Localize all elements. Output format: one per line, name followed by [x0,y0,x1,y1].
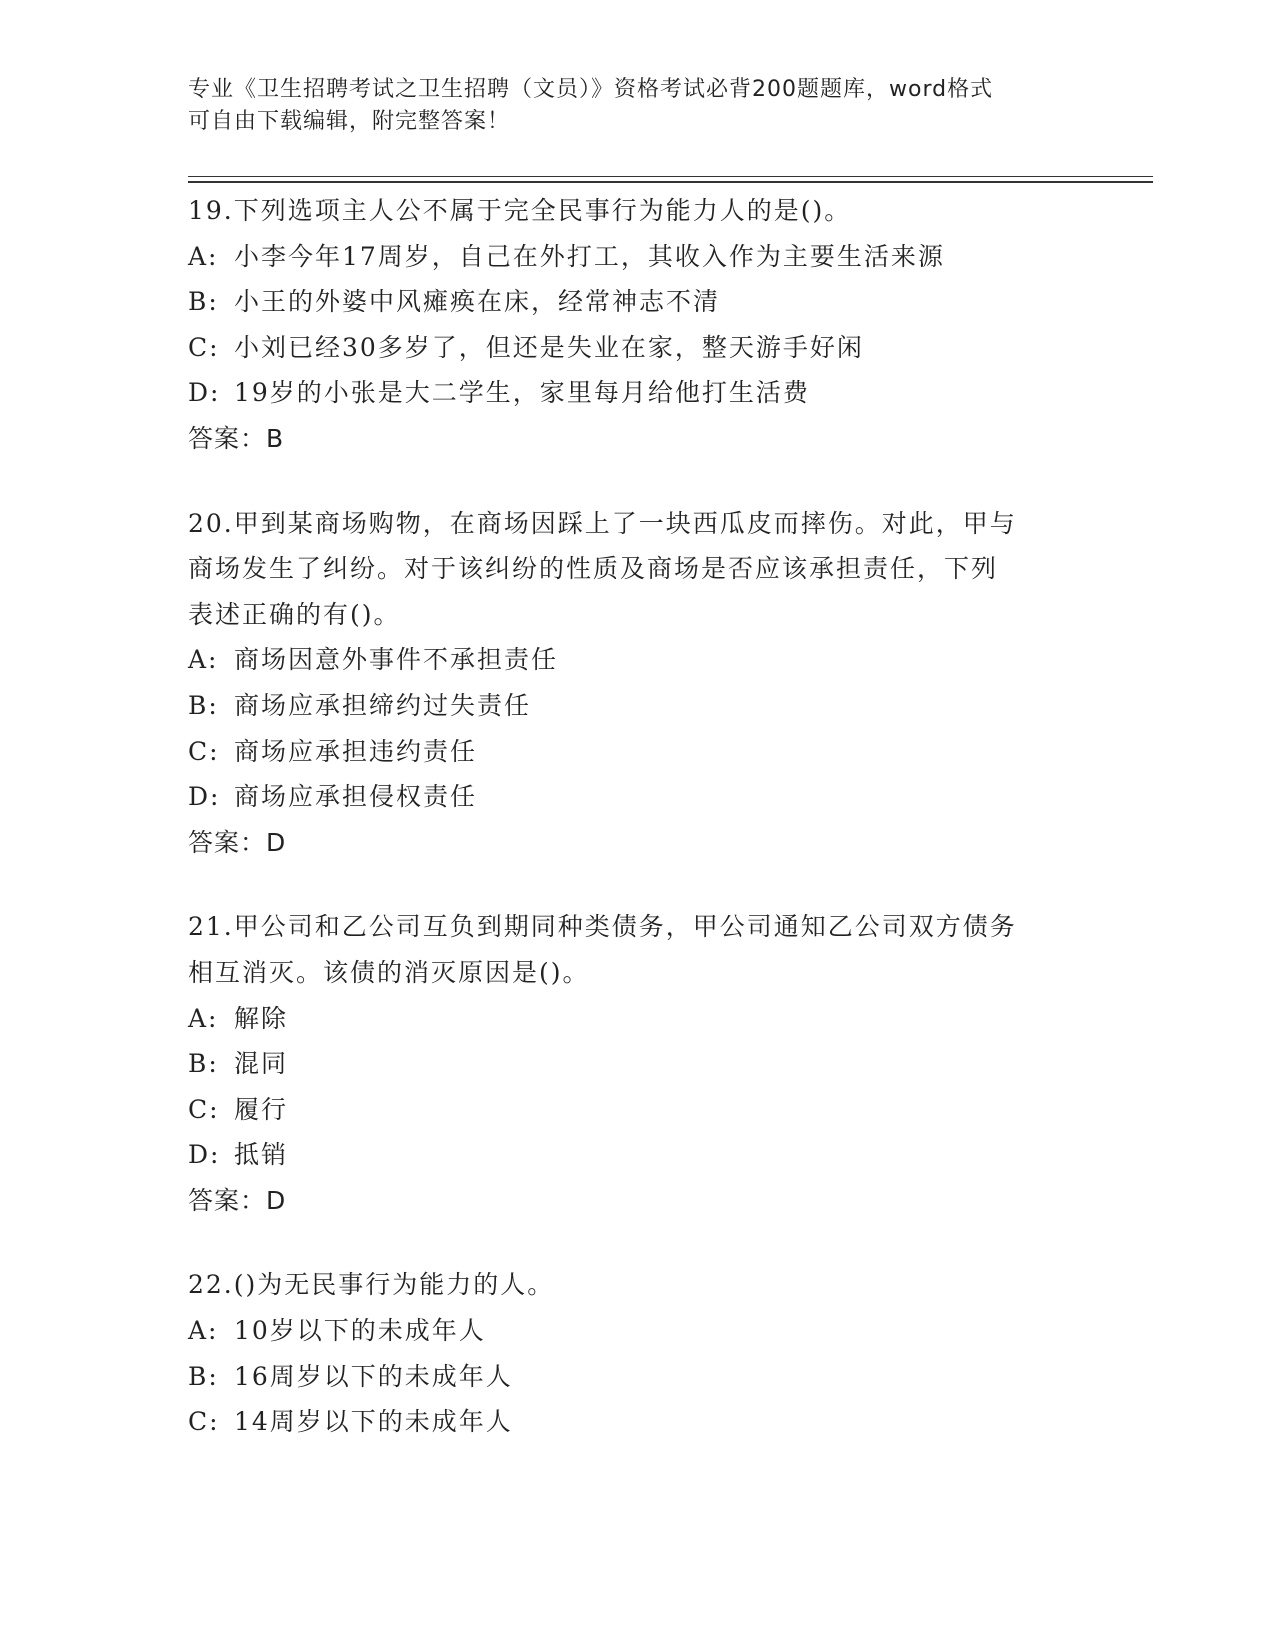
option-key: B: [188,1361,219,1391]
option-key: D: [188,378,221,408]
option-key: D: [188,782,221,812]
answer-key: 答案：D [188,1185,287,1215]
option-text: 商场因意外事件不承担责任 [234,645,559,675]
question-stem: 22.()为无民事行为能力的人。 [188,1270,555,1300]
option-text: 混同 [234,1049,289,1079]
header-divider-thin [188,176,1153,177]
option-text: 小李今年17周岁，自己在外打工，其收入作为主要生活来源 [234,241,945,271]
answer-option [188,279,1148,325]
answer-option [188,729,1148,775]
option-key: A: [188,241,219,271]
header-line-1: 专业《卫生招聘考试之卫生招聘（文员）》资格考试必背200题题库，word格式 [188,77,994,102]
question-block [188,188,1148,462]
answer-option [188,996,1148,1042]
option-text: 16周岁以下的未成年人 [234,1361,513,1391]
option-key: C: [188,1094,220,1124]
answer-option [188,1041,1148,1087]
option-key: C: [188,736,220,766]
question-stem: 21.甲公司和乙公司互负到期同种类债务，甲公司通知乙公司双方债务 [188,912,1017,942]
answer-option [188,637,1148,683]
option-text: 小王的外婆中风瘫痪在床，经常神志不清 [234,287,721,317]
answer-option [188,370,1148,416]
question-block [188,501,1148,866]
option-key: A: [188,1316,219,1346]
option-key: C: [188,1407,220,1437]
answer-option [188,1132,1148,1178]
option-text: 19岁的小张是大二学生，家里每月给他打生活费 [234,378,810,408]
question-stem: 20.甲到某商场购物，在商场因踩上了一块西瓜皮而摔伤。对此，甲与 [188,508,1017,538]
option-key: A: [188,645,219,675]
answer-key: 答案：D [188,827,287,857]
question-stem: 表述正确的有()。 [188,599,401,629]
question-block [188,1262,1148,1444]
answer-key: 答案：B [188,423,285,453]
option-text: 抵销 [234,1140,289,1170]
option-text: 履行 [234,1094,289,1124]
answer-option [188,325,1148,371]
question-stem: 商场发生了纠纷。对于该纠纷的性质及商场是否应该承担责任，下列 [188,554,999,584]
option-text: 14周岁以下的未成年人 [234,1407,513,1437]
option-key: D: [188,1140,221,1170]
question-block [188,904,1148,1223]
answer-option [188,683,1148,729]
answer-option [188,1399,1148,1445]
header-line-2: 可自由下载编辑，附完整答案！ [188,109,511,134]
option-text: 解除 [234,1003,289,1033]
option-text: 商场应承担违约责任 [234,736,478,766]
option-text: 小刘已经30多岁了，但还是失业在家，整天游手好闲 [234,332,864,362]
option-key: A: [188,1003,219,1033]
option-text: 商场应承担侵权责任 [234,782,478,812]
answer-option [188,1087,1148,1133]
answer-option [188,1308,1148,1354]
answer-option [188,1354,1148,1400]
option-text: 10岁以下的未成年人 [234,1316,486,1346]
question-stem: 19.下列选项主人公不属于完全民事行为能力人的是()。 [188,196,852,225]
question-list [188,188,1148,1484]
answer-option [188,234,1148,280]
header-divider-thick [188,181,1153,183]
option-key: B: [188,287,219,317]
option-key: B: [188,1049,219,1079]
option-key: B: [188,690,219,720]
question-stem: 相互消灭。该债的消灭原因是()。 [188,957,590,987]
option-text: 商场应承担缔约过失责任 [234,690,532,720]
document-header [188,74,1088,138]
option-key: C: [188,332,220,362]
answer-option [188,774,1148,820]
